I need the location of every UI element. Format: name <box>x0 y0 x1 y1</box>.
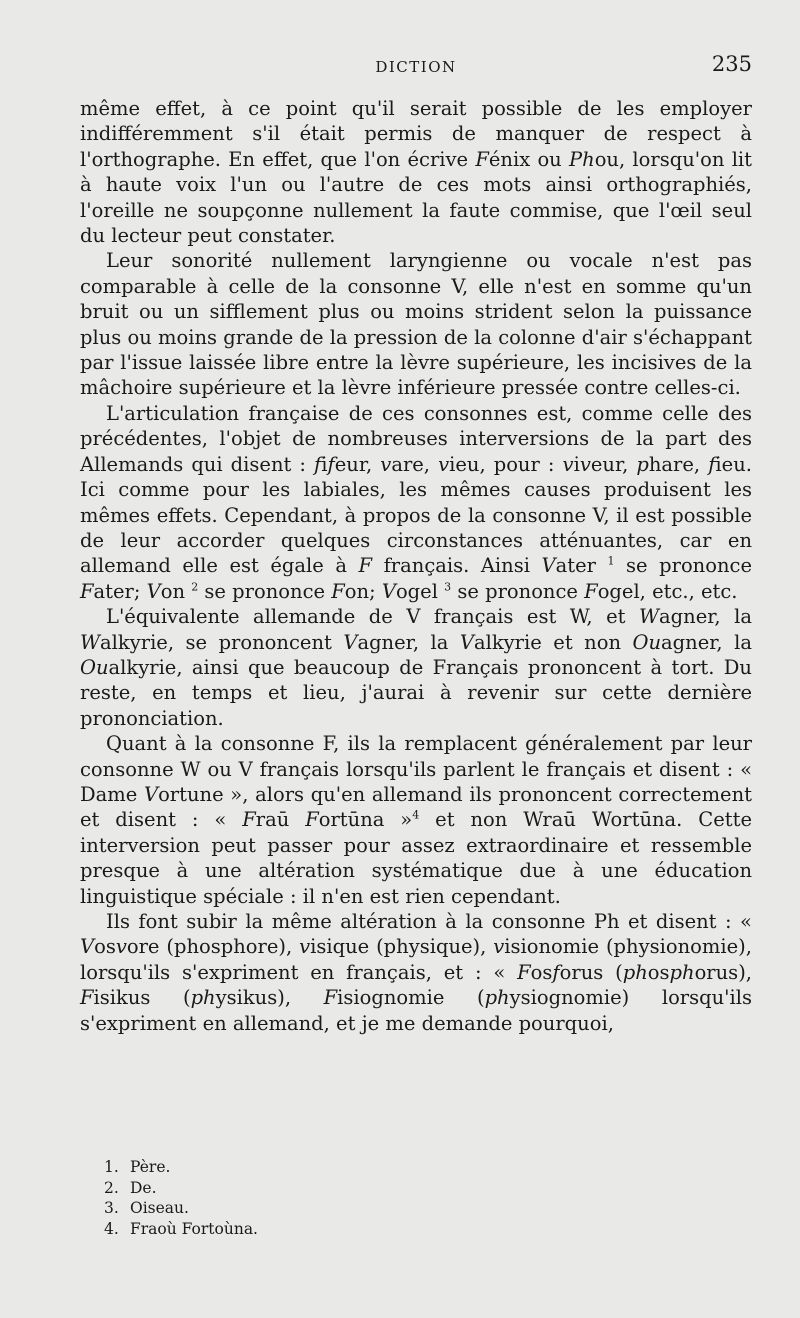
footnote <box>104 1198 704 1219</box>
body-text <box>80 96 752 1036</box>
footnote <box>104 1178 704 1199</box>
footnote-text: Oiseau. <box>130 1199 189 1217</box>
footnote-number: 4. <box>104 1219 119 1238</box>
paragraph-5: Quant à la consonne F, ils la remplacent généralement par leur consonne W ou V français lorsqu'ils parlent le français et disent : « Dame Vortune », alors qu'en allemand ils prononcent correctement et disent : « Fraū Fortūna »$^4$ et non Wraū Wortūna. Cette interversion peut passer pour assez extraordinaire et ressemble presque à une altération systématique due à une éducation linguistique spéciale : il n'en est rien cependant. <box>80 732 752 908</box>
paragraph-3: L'articulation française de ces consonnes est, comme celle des précédentes, l'objet de nombreuses interversions de la part des Allemands qui disent : fifeur, vare, vieu, pour : viveur, phare, fieu. Ici comme pour les labiales, les mêmes causes produisent les mêmes effets. Cependant, à propos de la consonne V, il est possible de leur accorder quelques circonstances atténuantes, car en allemand elle est égale à F français. Ainsi Vater $^1$ se prononce Fater; Von $^2$ se prononce Fon; Vogel $^3$ se prononce Fogel, etc., etc. <box>80 401 753 603</box>
footnote-number: 3. <box>104 1199 119 1217</box>
page-header <box>80 52 752 82</box>
paragraph-6: Ils font subir la même altération à la consonne Ph et disent : « Vosvore (phosphore), visique (physique), visionomie (physionomie), lorsqu'ils s'expriment en français, et : « Fosforus (phosphorus), Fisikus (physikus), Fisiognomie (physiognomie) lorsqu'ils s'expriment en allemand, et je me demande pourquoi, <box>80 910 753 1035</box>
paragraph-4: L'équivalente allemande de V français est W, et Wagner, la Walkyrie, se prononcent Vagner, la Valkyrie et non Ouagner, la Oualkyrie, ainsi que beaucoup de Français prononcent à tort. Du reste, en temps et lieu, j'aurai à revenir sur cette dernière prononciation. <box>80 605 752 730</box>
paragraph-2: Leur sonorité nullement laryngienne ou vocale n'est pas comparable à celle de la consonne V, elle n'est en somme qu'un bruit ou un sifflement plus ou moins strident selon la puissance plus ou moins grande de la pression de la colonne d'air s'échappant par l'issue laissée libre entre la lèvre supérieure, les incisives de la mâchoire supérieure et la lèvre inférieure pressée contre celles-ci. <box>80 249 752 400</box>
footnote-text: Père. <box>130 1158 171 1176</box>
footnote <box>104 1157 704 1178</box>
paragraph-1: même effet, à ce point qu'il serait possible de les employer indifféremment s'il était permis de manquer de respect à l'orthographe. En effet, que l'on écrive Fénix ou Phou, lorsqu'on lit à haute voix l'un ou l'autre de ces mots ainsi orthographiés, l'oreille ne soupçonne nullement la faute commise, que l'œil seul du lecteur peut constater. <box>80 97 753 248</box>
running-title: DICTION <box>375 58 457 76</box>
footnote-text: Fraoù Fortoùna. <box>130 1219 258 1238</box>
footnote-number: 2. <box>104 1178 119 1197</box>
page-number: 235 <box>711 52 752 76</box>
footnote-number: 1. <box>104 1158 119 1176</box>
footnotes <box>104 1157 704 1239</box>
footnote-text: De. <box>130 1178 157 1197</box>
footnote <box>104 1219 704 1240</box>
